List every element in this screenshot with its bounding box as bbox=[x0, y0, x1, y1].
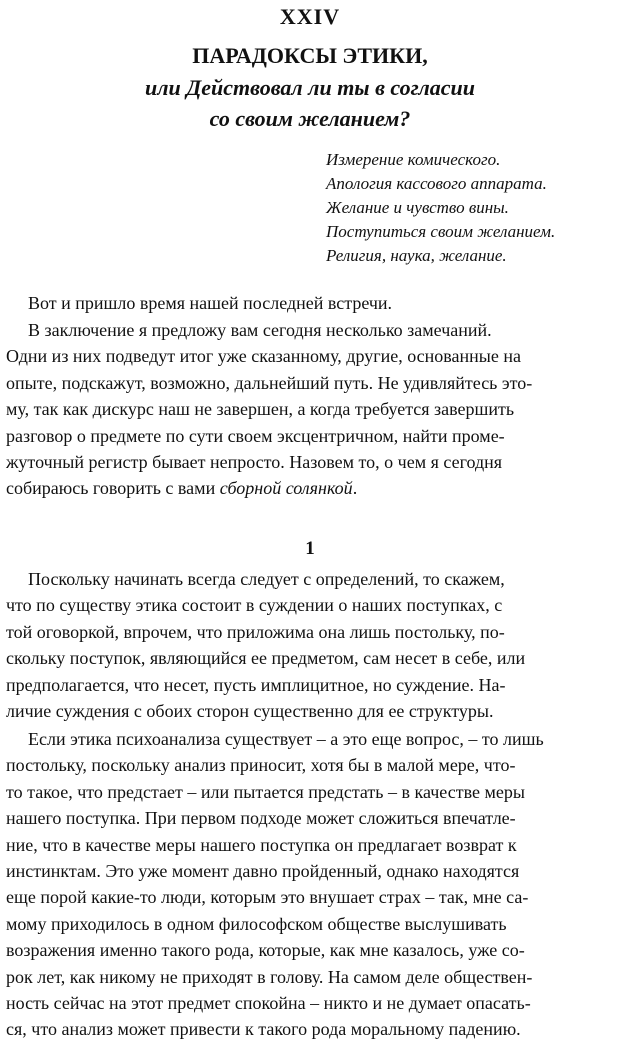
text-line: рок лет, как никому не приходят в голову. На самом деле обществен- bbox=[6, 966, 533, 987]
text-line: предполагается, что несет, пусть имплицитное, но суждение. На- bbox=[6, 674, 506, 695]
epigraph-item: Желание и чувство вины. bbox=[326, 198, 509, 217]
text-line: В заключение я предложу вам сегодня несколько замечаний. bbox=[28, 320, 492, 340]
text-line: Вот и пришло время нашей последней встречи. bbox=[28, 293, 393, 313]
text-line: той оговоркой, впрочем, что приложима она лишь постольку, по- bbox=[6, 621, 505, 642]
text-line: скольку поступок, являющийся ее предметом, сам несет в себе, или bbox=[6, 648, 526, 669]
text-line: Поскольку начинать всегда следует с определений, то скажем, bbox=[28, 569, 505, 589]
epigraph bbox=[326, 148, 616, 268]
text-line: му, так как дискурс наш не завершен, а когда требуется завершить bbox=[6, 399, 515, 420]
text-line: Если этика психоанализа существует – а это еще вопрос, – то лишь bbox=[28, 729, 544, 749]
text-line: ние, что в качестве меры нашего поступка он предлагает возврат к bbox=[6, 834, 517, 855]
text-line: ся, что анализ может привести к такого рода моральному падению. bbox=[6, 1019, 521, 1040]
italic-phrase: сборной солянкой bbox=[219, 478, 353, 499]
epigraph-item: Поступиться своим желанием. bbox=[326, 222, 556, 241]
paragraph-section-1 bbox=[6, 566, 611, 724]
chapter-number: XXIV bbox=[279, 4, 341, 29]
paragraph-intro-2 bbox=[6, 317, 611, 502]
text-line: разговор о предмете по сути своем эксцентричном, найти проме- bbox=[6, 425, 505, 446]
text-line: постольку, поскольку анализ приносит, хотя бы в малой мере, что- bbox=[6, 755, 516, 776]
text-segment: . bbox=[352, 478, 358, 499]
paragraph-section-2 bbox=[6, 726, 611, 1043]
text-line: ность сейчас на этот предмет спокойна – никто и не думает опасать- bbox=[6, 993, 531, 1014]
text-line: что по существу этика состоит в суждении о наших поступках, с bbox=[6, 595, 503, 616]
text-line: нашего поступка. При первом подходе может сложиться впечатле- bbox=[6, 808, 516, 829]
epigraph-item: Религия, наука, желание. bbox=[326, 246, 507, 265]
text-line: еще порой какие-то люди, которым это внушает страх – так, мне са- bbox=[6, 887, 529, 908]
chapter-subtitle-line-1: или Действовал ли ты в согласии bbox=[145, 75, 475, 100]
text-line: личие суждения с обоих сторон существенно для ее структуры. bbox=[6, 701, 494, 722]
section-number: 1 bbox=[305, 538, 315, 559]
paragraph-intro-1 bbox=[6, 290, 611, 316]
chapter-subtitle-line-2: со своим желанием? bbox=[209, 106, 411, 131]
text-segment: собираюсь говорить с вами bbox=[6, 478, 220, 499]
text-line: инстинктам. Это уже момент давно пройденный, однако находятся bbox=[6, 861, 520, 882]
chapter-title: ПАРАДОКСЫ ЭТИКИ, bbox=[192, 43, 428, 68]
text-line: Одни из них подведут итог уже сказанному, другие, основанные на bbox=[6, 346, 522, 367]
text-line: опыте, подскажут, возможно, дальнейший путь. Не удивляйтесь это- bbox=[6, 372, 533, 393]
epigraph-item: Измерение комического. bbox=[326, 150, 501, 169]
text-line bbox=[6, 475, 611, 501]
epigraph-item: Апология кассового аппарата. bbox=[326, 174, 547, 193]
text-line: мому приходилось в одном философском обществе выслушивать bbox=[6, 913, 507, 934]
text-line: то такое, что предстает – или пытается предстать – в качестве меры bbox=[6, 781, 525, 802]
text-line: жуточный регистр бывает непросто. Назовем то, о чем я сегодня bbox=[6, 452, 503, 473]
text-line: возражения именно такого рода, которые, как мне казалось, уже со- bbox=[6, 940, 525, 961]
